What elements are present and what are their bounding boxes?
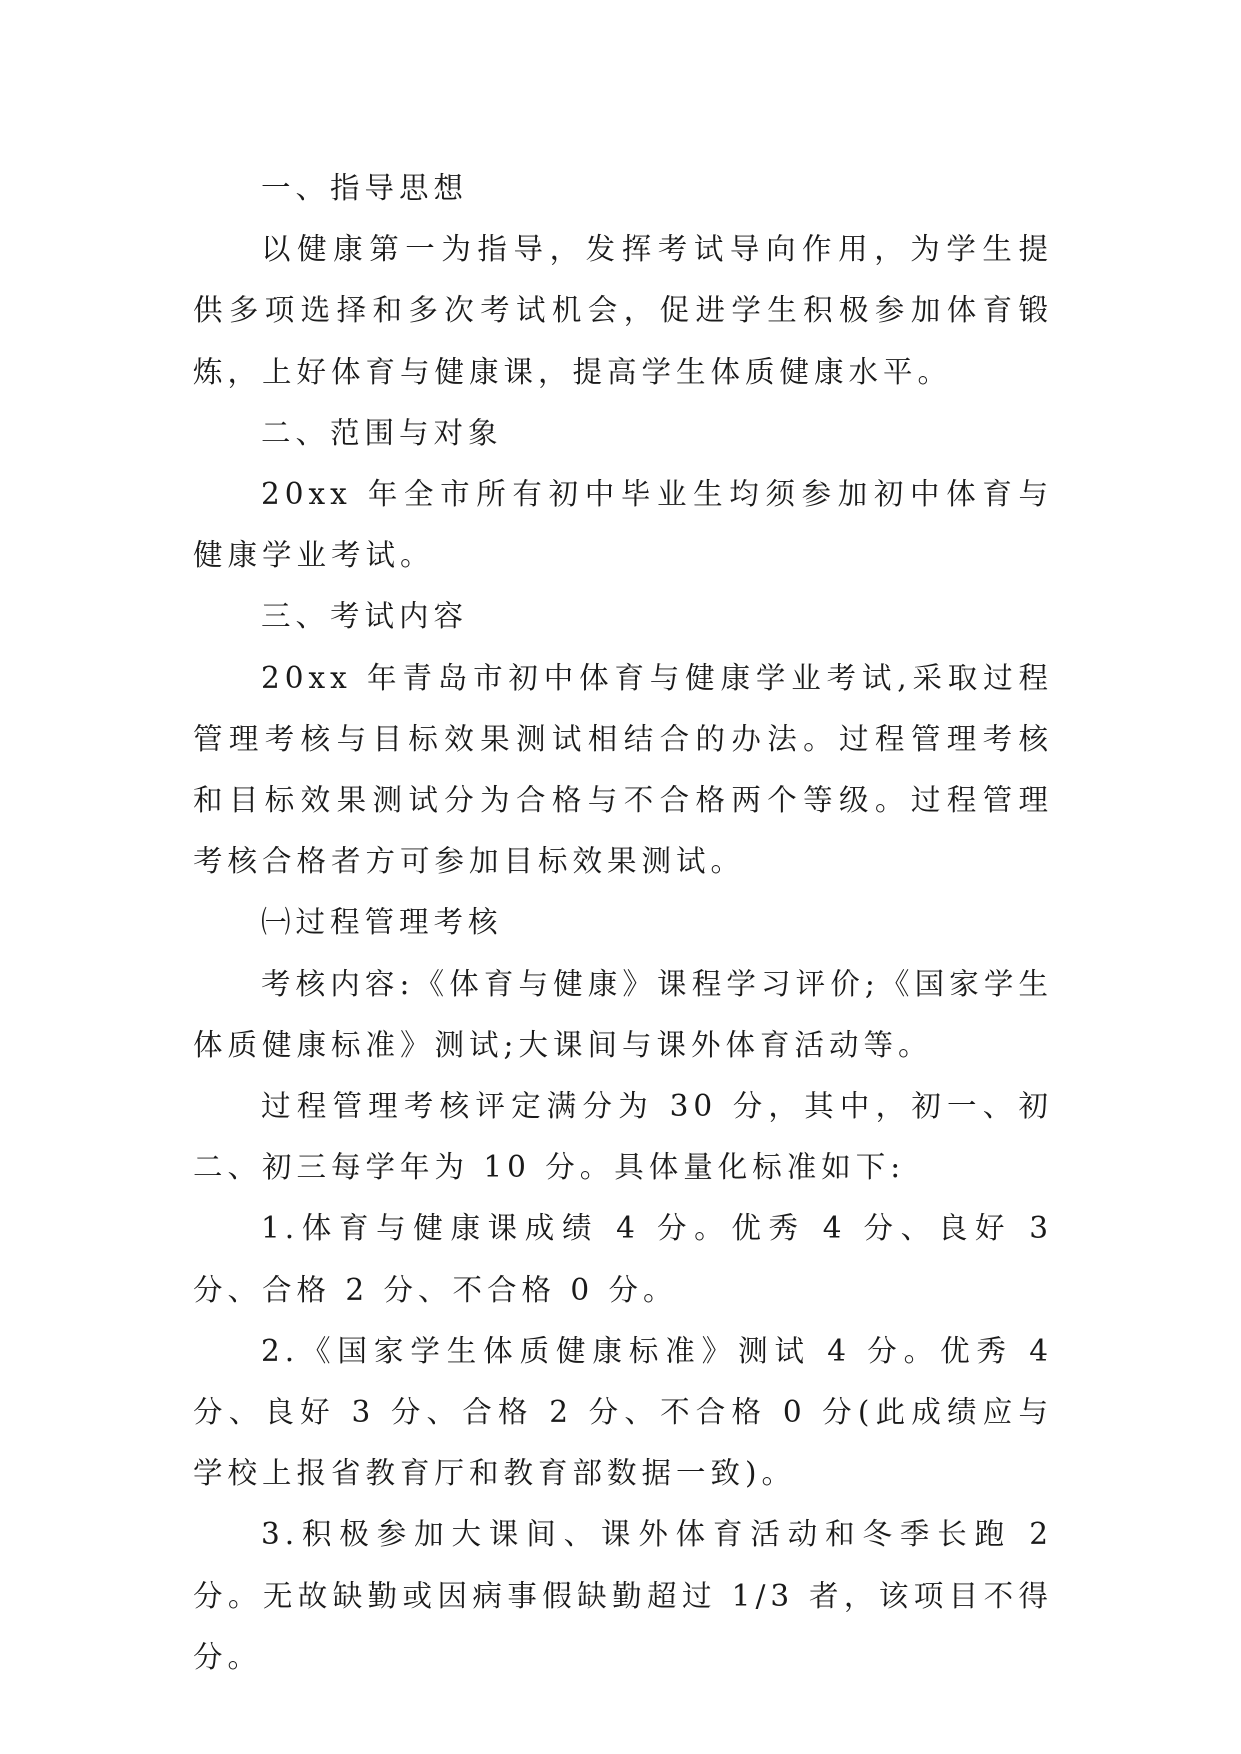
- section-heading-guiding-ideology: 一、指导思想: [261, 171, 469, 205]
- section-heading-exam-content: 三、考试内容: [261, 599, 469, 634]
- subsection-heading-process-assessment: ㈠过程管理考核: [261, 905, 503, 940]
- document-page: [193, 158, 1053, 1688]
- assessment-score-paragraph: 过程管理考核评定满分为 30 分，其中，初一、初二、初三每学年为 10 分。具体量化标准如下:: [193, 1089, 1053, 1185]
- guiding-ideology-paragraph: 以健康第一为指导，发挥考试导向作用，为学生提供多项选择和多次考试机会，促进学生积极参加体育锻炼，上好体育与健康课，提高学生体质健康水平。: [193, 232, 1053, 389]
- list-item-3: 3.积极参加大课间、课外体育活动和冬季长跑 2 分。无故缺勤或因病事假缺勤超过 1/3 者，该项目不得分。: [193, 1517, 1053, 1674]
- assessment-content-paragraph: 考核内容:《体育与健康》课程学习评价;《国家学生体质健康标准》测试;大课间与课外体育活动等。: [193, 966, 1053, 1062]
- list-item-1: 1.体育与健康课成绩 4 分。优秀 4 分、良好 3 分、合格 2 分、不合格 0 分。: [193, 1211, 1053, 1307]
- scope-paragraph: 20xx 年全市所有初中毕业生均须参加初中体育与健康学业考试。: [193, 477, 1053, 573]
- section-heading-scope: 二、范围与对象: [261, 415, 503, 450]
- list-item-2: 2.《国家学生体质健康标准》测试 4 分。优秀 4 分、良好 3 分、合格 2 分、不合格 0 分(此成绩应与学校上报省教育厅和教育部数据一致)。: [193, 1333, 1053, 1491]
- exam-content-paragraph: 20xx 年青岛市初中体育与健康学业考试,采取过程管理考核与目标效果测试相结合的办法。过程管理考核和目标效果测试分为合格与不合格两个等级。过程管理考核合格者方可参加目标效果测试。: [193, 660, 1053, 879]
